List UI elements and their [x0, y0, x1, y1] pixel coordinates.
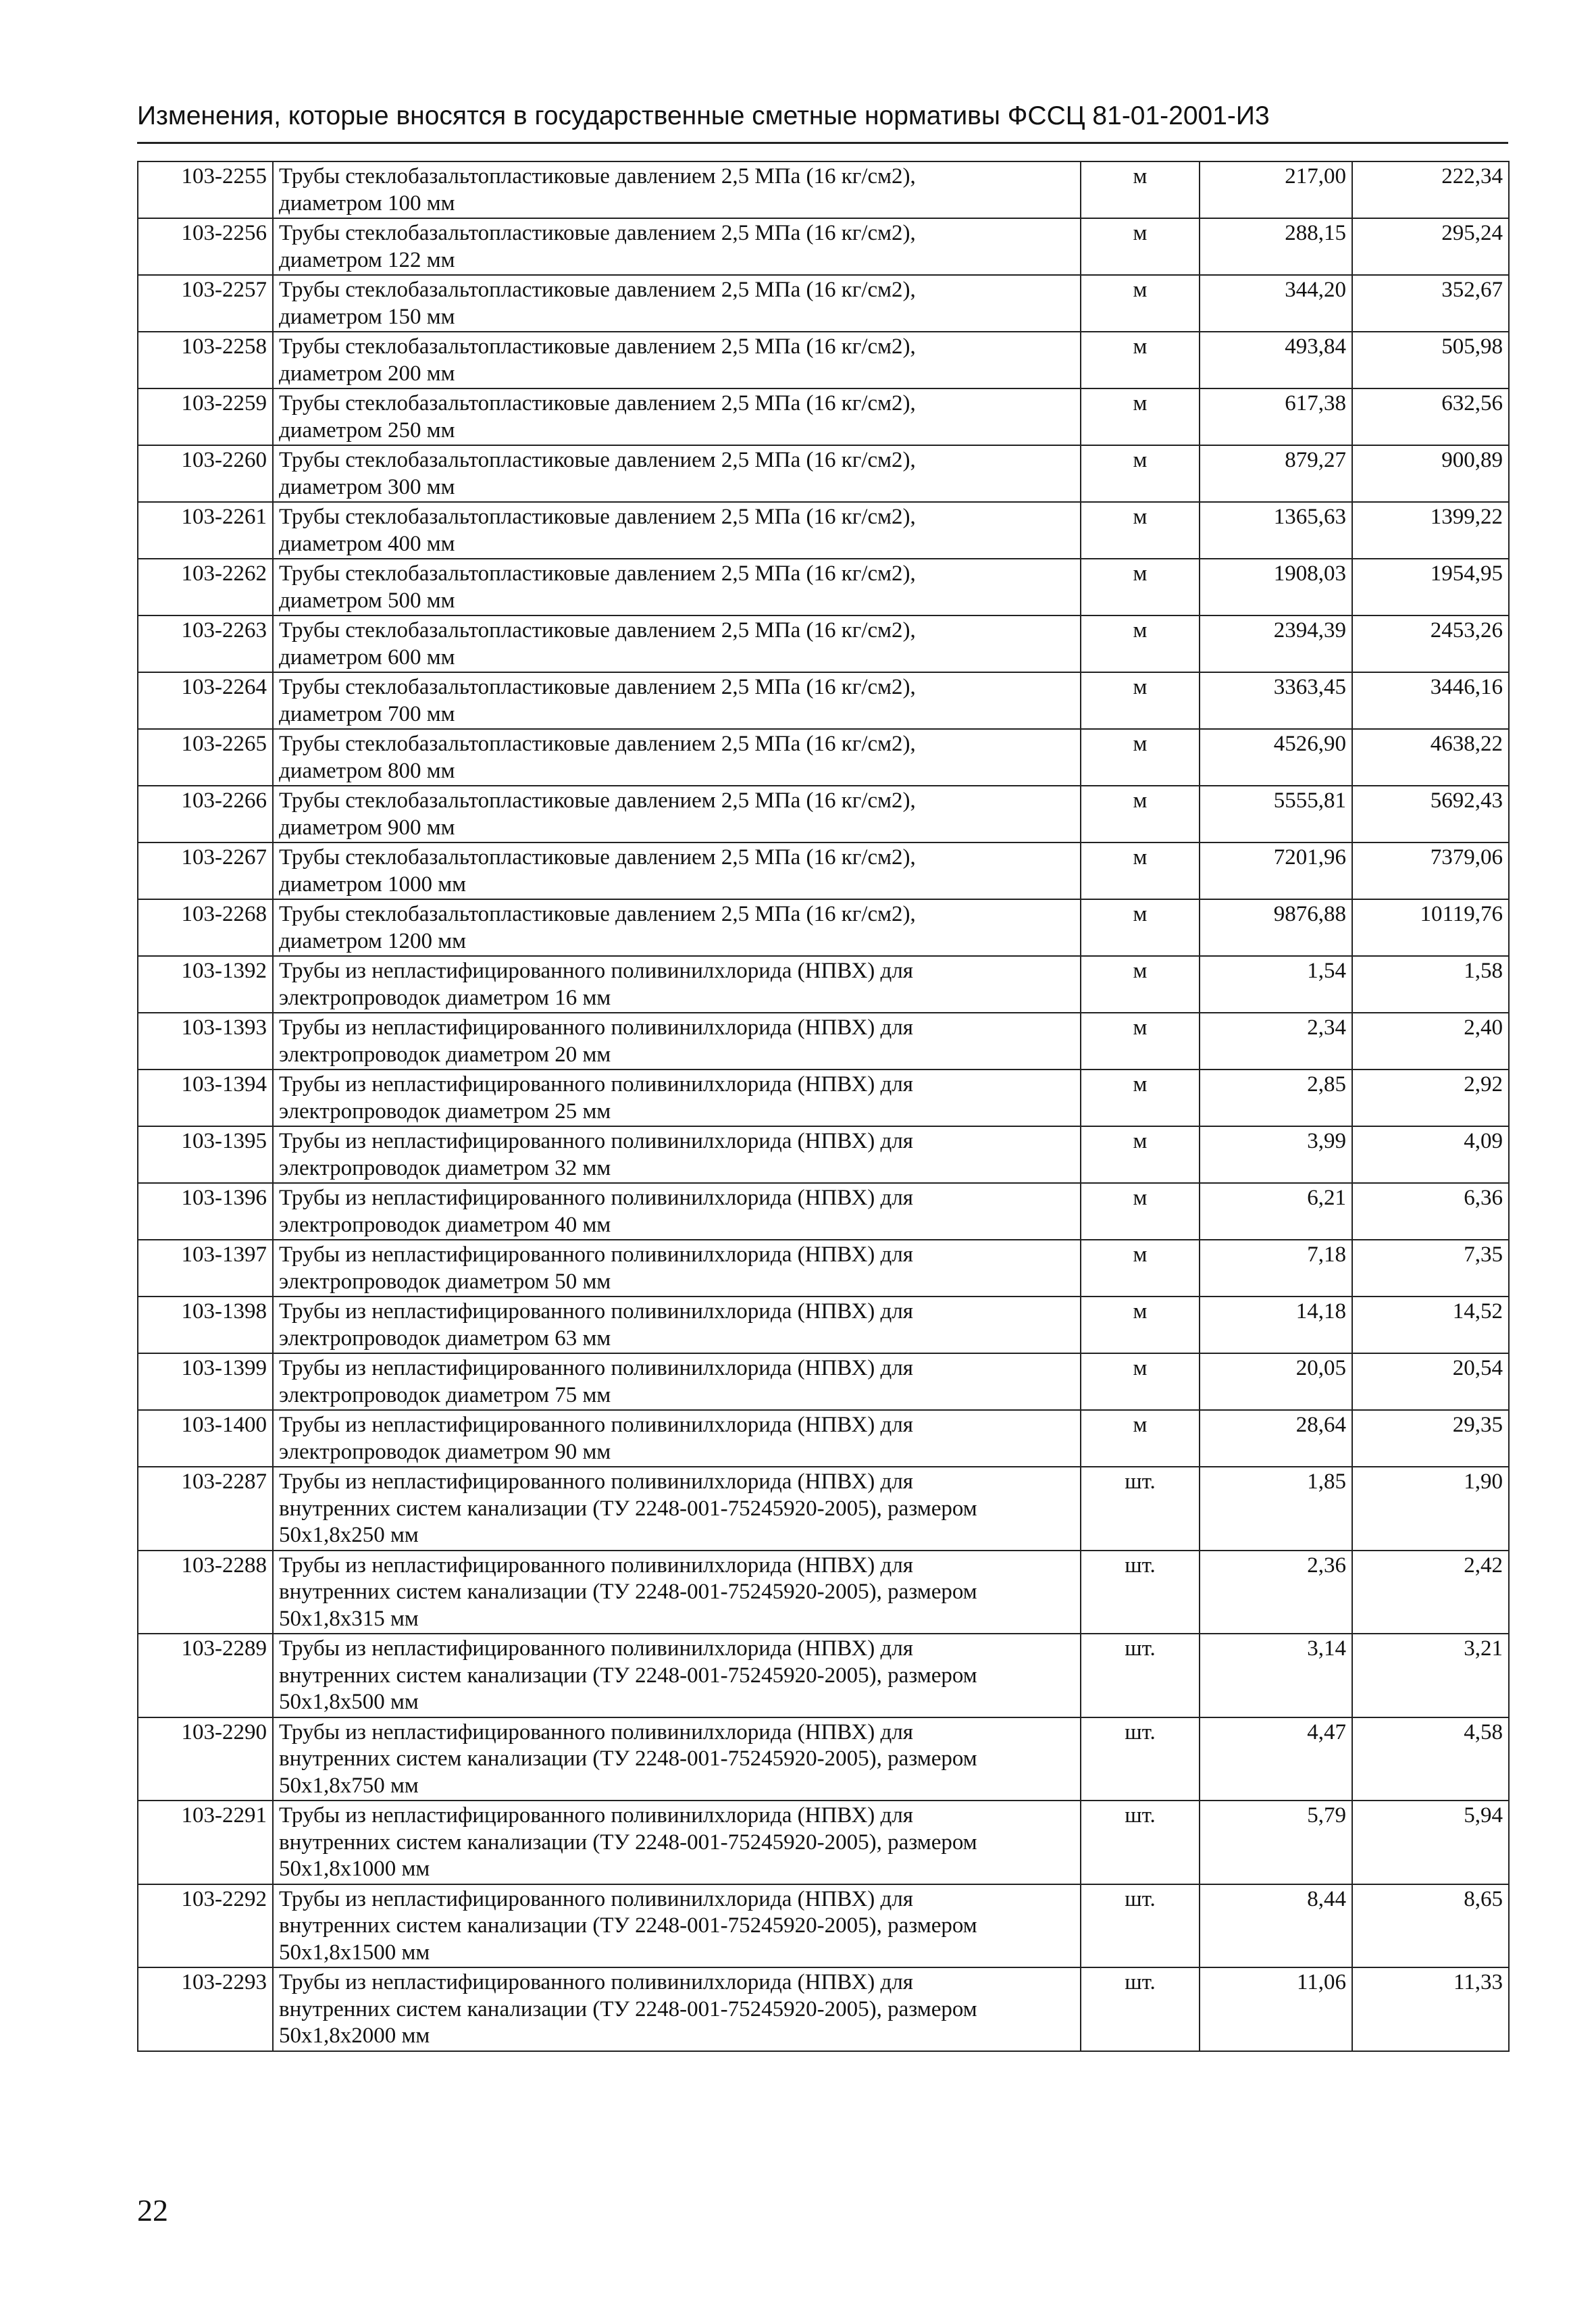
price-cell-2: 2453,26: [1352, 615, 1509, 672]
table-row: [138, 275, 1509, 332]
item-description-cell: [273, 1240, 1081, 1297]
item-code-cell: 103-2267: [138, 842, 273, 899]
description-line: Трубы из непластифицированного поливинилхлорида (НПВХ) для: [279, 1072, 913, 1097]
item-description-cell: [273, 1353, 1081, 1410]
item-description-cell: [273, 1467, 1081, 1551]
description-line: внутренних систем канализации (ТУ 2248-001-75245920-2005), размером: [279, 1580, 977, 1604]
item-description-cell: [273, 1967, 1081, 2051]
price-cell-2: 20,54: [1352, 1353, 1509, 1410]
item-code-cell: 103-1395: [138, 1126, 273, 1183]
description-line: диаметром 300 мм: [279, 474, 455, 499]
item-description-cell: [273, 1070, 1081, 1126]
price-cell-2: 1,58: [1352, 956, 1509, 1013]
item-code-cell: 103-1400: [138, 1410, 273, 1467]
item-description-cell: [273, 275, 1081, 332]
item-description-cell: [273, 1410, 1081, 1467]
description-line: внутренних систем канализации (ТУ 2248-001-75245920-2005), размером: [279, 1913, 977, 1938]
unit-cell: шт.: [1081, 1467, 1200, 1551]
item-code-cell: 103-2264: [138, 672, 273, 729]
unit-cell: м: [1081, 1240, 1200, 1297]
description-line: 50x1,8x315 мм: [279, 1606, 419, 1631]
price-cell-2: 900,89: [1352, 445, 1509, 502]
price-cell-2: 4,58: [1352, 1717, 1509, 1801]
description-line: электропроводок диаметром 25 мм: [279, 1099, 611, 1124]
price-cell-1: 2,34: [1200, 1013, 1352, 1070]
item-code-cell: 103-2260: [138, 445, 273, 502]
unit-cell: шт.: [1081, 1884, 1200, 1968]
item-code-cell: 103-2293: [138, 1967, 273, 2051]
description-line: электропроводок диаметром 20 мм: [279, 1042, 611, 1067]
description-line: Трубы стеклобазальтопластиковые давлением 2,5 МПа (16 кг/см2),: [279, 618, 916, 643]
description-line: диаметром 900 мм: [279, 815, 455, 840]
table-row: [138, 559, 1509, 615]
description-line: электропроводок диаметром 32 мм: [279, 1155, 611, 1180]
table-row: [138, 1801, 1509, 1884]
description-line: Трубы из непластифицированного поливинилхлорида (НПВХ) для: [279, 1186, 913, 1210]
item-description-cell: [273, 218, 1081, 275]
item-description-cell: [273, 786, 1081, 842]
description-line: диаметром 200 мм: [279, 361, 455, 386]
description-line: Трубы стеклобазальтопластиковые давлением 2,5 МПа (16 кг/см2),: [279, 902, 916, 926]
item-description-cell: [273, 729, 1081, 786]
price-cell-1: 1908,03: [1200, 559, 1352, 615]
unit-cell: м: [1081, 218, 1200, 275]
unit-cell: м: [1081, 1126, 1200, 1183]
item-code-cell: 103-1397: [138, 1240, 273, 1297]
item-description-cell: [273, 672, 1081, 729]
unit-cell: шт.: [1081, 1634, 1200, 1717]
description-line: Трубы из непластифицированного поливинилхлорида (НПВХ) для: [279, 1242, 913, 1267]
description-line: диаметром 100 мм: [279, 191, 455, 216]
price-cell-2: 4,09: [1352, 1126, 1509, 1183]
description-line: диаметром 1000 мм: [279, 872, 466, 897]
price-cell-2: 4638,22: [1352, 729, 1509, 786]
price-cell-1: 14,18: [1200, 1297, 1352, 1353]
description-line: Трубы стеклобазальтопластиковые давлением 2,5 МПа (16 кг/см2),: [279, 221, 916, 245]
table-row: [138, 956, 1509, 1013]
unit-cell: шт.: [1081, 1717, 1200, 1801]
description-line: электропроводок диаметром 90 мм: [279, 1439, 611, 1464]
table-row: [138, 445, 1509, 502]
item-description-cell: [273, 1297, 1081, 1353]
item-description-cell: [273, 1801, 1081, 1884]
description-line: Трубы стеклобазальтопластиковые давлением 2,5 МПа (16 кг/см2),: [279, 278, 916, 302]
item-description-cell: [273, 502, 1081, 559]
item-description-cell: [273, 1551, 1081, 1634]
price-table: [137, 161, 1510, 2052]
page-header-title: Изменения, которые вносятся в государственные сметные нормативы ФССЦ 81-01-2001-И3: [137, 101, 1270, 130]
price-cell-2: 14,52: [1352, 1297, 1509, 1353]
unit-cell: шт.: [1081, 1967, 1200, 2051]
item-code-cell: 103-2259: [138, 388, 273, 445]
description-line: диаметром 122 мм: [279, 247, 455, 272]
item-code-cell: 103-2263: [138, 615, 273, 672]
table-row: [138, 672, 1509, 729]
table-row: [138, 1967, 1509, 2051]
item-description-cell: [273, 1126, 1081, 1183]
description-line: электропроводок диаметром 63 мм: [279, 1326, 611, 1351]
description-line: Трубы из непластифицированного поливинилхлорида (НПВХ) для: [279, 1970, 913, 1994]
price-cell-1: 879,27: [1200, 445, 1352, 502]
description-line: диаметром 150 мм: [279, 304, 455, 329]
description-line: Трубы из непластифицированного поливинилхлорида (НПВХ) для: [279, 1356, 913, 1380]
price-cell-2: 352,67: [1352, 275, 1509, 332]
table-row: [138, 1126, 1509, 1183]
item-code-cell: 103-1393: [138, 1013, 273, 1070]
item-code-cell: 103-2291: [138, 1801, 273, 1884]
unit-cell: м: [1081, 332, 1200, 388]
item-code-cell: 103-2262: [138, 559, 273, 615]
price-cell-2: 5,94: [1352, 1801, 1509, 1884]
unit-cell: м: [1081, 1410, 1200, 1467]
unit-cell: м: [1081, 1297, 1200, 1353]
price-cell-1: 3363,45: [1200, 672, 1352, 729]
table-row: [138, 1717, 1509, 1801]
description-line: внутренних систем канализации (ТУ 2248-001-75245920-2005), размером: [279, 1663, 977, 1688]
item-description-cell: [273, 161, 1081, 218]
unit-cell: м: [1081, 502, 1200, 559]
price-cell-1: 6,21: [1200, 1183, 1352, 1240]
table-row: [138, 1410, 1509, 1467]
price-cell-2: 1,90: [1352, 1467, 1509, 1551]
table-row: [138, 1070, 1509, 1126]
item-code-cell: 103-2268: [138, 899, 273, 956]
price-cell-1: 4,47: [1200, 1717, 1352, 1801]
description-line: внутренних систем канализации (ТУ 2248-001-75245920-2005), размером: [279, 1496, 977, 1521]
description-line: внутренних систем канализации (ТУ 2248-001-75245920-2005), размером: [279, 1830, 977, 1855]
description-line: Трубы из непластифицированного поливинилхлорида (НПВХ) для: [279, 1803, 913, 1828]
header-divider: [137, 142, 1508, 144]
price-cell-1: 1,85: [1200, 1467, 1352, 1551]
item-description-cell: [273, 842, 1081, 899]
description-line: Трубы из непластифицированного поливинилхлорида (НПВХ) для: [279, 1015, 913, 1040]
table-row: [138, 502, 1509, 559]
unit-cell: м: [1081, 842, 1200, 899]
description-line: электропроводок диаметром 50 мм: [279, 1269, 611, 1294]
table-row: [138, 1353, 1509, 1410]
item-description-cell: [273, 615, 1081, 672]
item-code-cell: 103-2261: [138, 502, 273, 559]
price-cell-2: 10119,76: [1352, 899, 1509, 956]
table-row: [138, 161, 1509, 218]
description-line: Трубы из непластифицированного поливинилхлорида (НПВХ) для: [279, 1886, 913, 1911]
description-line: Трубы из непластифицированного поливинилхлорида (НПВХ) для: [279, 1129, 913, 1153]
price-cell-1: 9876,88: [1200, 899, 1352, 956]
unit-cell: шт.: [1081, 1551, 1200, 1634]
unit-cell: м: [1081, 388, 1200, 445]
description-line: Трубы из непластифицированного поливинилхлорида (НПВХ) для: [279, 1636, 913, 1661]
item-code-cell: 103-2292: [138, 1884, 273, 1968]
price-cell-1: 4526,90: [1200, 729, 1352, 786]
table-row: [138, 1884, 1509, 1968]
item-description-cell: [273, 445, 1081, 502]
description-line: внутренних систем канализации (ТУ 2248-001-75245920-2005), размером: [279, 1996, 977, 2021]
item-code-cell: 103-1392: [138, 956, 273, 1013]
price-cell-2: 3446,16: [1352, 672, 1509, 729]
unit-cell: м: [1081, 1353, 1200, 1410]
unit-cell: м: [1081, 786, 1200, 842]
table-row: [138, 786, 1509, 842]
price-cell-1: 7201,96: [1200, 842, 1352, 899]
table-row: [138, 388, 1509, 445]
price-cell-1: 288,15: [1200, 218, 1352, 275]
item-description-cell: [273, 1634, 1081, 1717]
price-cell-2: 11,33: [1352, 1967, 1509, 2051]
price-cell-1: 3,14: [1200, 1634, 1352, 1717]
description-line: диаметром 400 мм: [279, 531, 455, 556]
item-description-cell: [273, 1183, 1081, 1240]
table-row: [138, 218, 1509, 275]
description-line: Трубы стеклобазальтопластиковые давлением 2,5 МПа (16 кг/см2),: [279, 505, 916, 529]
price-cell-1: 2394,39: [1200, 615, 1352, 672]
description-line: Трубы стеклобазальтопластиковые давлением 2,5 МПа (16 кг/см2),: [279, 561, 916, 586]
item-code-cell: 103-2266: [138, 786, 273, 842]
unit-cell: м: [1081, 275, 1200, 332]
description-line: Трубы из непластифицированного поливинилхлорида (НПВХ) для: [279, 1413, 913, 1437]
table-row: [138, 332, 1509, 388]
price-cell-2: 2,92: [1352, 1070, 1509, 1126]
unit-cell: м: [1081, 1013, 1200, 1070]
price-cell-1: 5,79: [1200, 1801, 1352, 1884]
price-cell-1: 344,20: [1200, 275, 1352, 332]
description-line: Трубы стеклобазальтопластиковые давлением 2,5 МПа (16 кг/см2),: [279, 164, 916, 188]
item-description-cell: [273, 899, 1081, 956]
item-description-cell: [273, 956, 1081, 1013]
description-line: диаметром 600 мм: [279, 645, 455, 670]
table-row: [138, 842, 1509, 899]
price-cell-2: 222,34: [1352, 161, 1509, 218]
table-row: [138, 1183, 1509, 1240]
item-code-cell: 103-2255: [138, 161, 273, 218]
item-code-cell: 103-2265: [138, 729, 273, 786]
unit-cell: м: [1081, 1183, 1200, 1240]
description-line: Трубы стеклобазальтопластиковые давлением 2,5 МПа (16 кг/см2),: [279, 732, 916, 756]
item-description-cell: [273, 1717, 1081, 1801]
description-line: Трубы стеклобазальтопластиковые давлением 2,5 МПа (16 кг/см2),: [279, 845, 916, 870]
description-line: Трубы стеклобазальтопластиковые давлением 2,5 МПа (16 кг/см2),: [279, 391, 916, 416]
price-cell-1: 2,36: [1200, 1551, 1352, 1634]
unit-cell: м: [1081, 672, 1200, 729]
price-cell-1: 2,85: [1200, 1070, 1352, 1126]
table-row: [138, 1467, 1509, 1551]
price-cell-2: 3,21: [1352, 1634, 1509, 1717]
description-line: Трубы из непластифицированного поливинилхлорида (НПВХ) для: [279, 1299, 913, 1324]
item-code-cell: 103-2290: [138, 1717, 273, 1801]
description-line: Трубы из непластифицированного поливинилхлорида (НПВХ) для: [279, 959, 913, 983]
item-code-cell: 103-1394: [138, 1070, 273, 1126]
price-cell-2: 29,35: [1352, 1410, 1509, 1467]
item-code-cell: 103-2258: [138, 332, 273, 388]
item-code-cell: 103-2289: [138, 1634, 273, 1717]
unit-cell: шт.: [1081, 1801, 1200, 1884]
price-cell-1: 7,18: [1200, 1240, 1352, 1297]
price-cell-2: 505,98: [1352, 332, 1509, 388]
price-cell-1: 28,64: [1200, 1410, 1352, 1467]
price-cell-2: 8,65: [1352, 1884, 1509, 1968]
table-row: [138, 615, 1509, 672]
price-cell-1: 617,38: [1200, 388, 1352, 445]
item-code-cell: 103-1396: [138, 1183, 273, 1240]
price-cell-2: 7,35: [1352, 1240, 1509, 1297]
description-line: электропроводок диаметром 75 мм: [279, 1382, 611, 1407]
price-cell-2: 295,24: [1352, 218, 1509, 275]
description-line: Трубы из непластифицированного поливинилхлорида (НПВХ) для: [279, 1553, 913, 1578]
description-line: 50x1,8x750 мм: [279, 1773, 419, 1798]
description-line: диаметром 700 мм: [279, 701, 455, 726]
description-line: Трубы из непластифицированного поливинилхлорида (НПВХ) для: [279, 1469, 913, 1494]
description-line: диаметром 500 мм: [279, 588, 455, 613]
price-cell-1: 3,99: [1200, 1126, 1352, 1183]
price-cell-2: 632,56: [1352, 388, 1509, 445]
price-cell-1: 493,84: [1200, 332, 1352, 388]
description-line: внутренних систем канализации (ТУ 2248-001-75245920-2005), размером: [279, 1746, 977, 1771]
price-table-body: [138, 161, 1509, 2051]
unit-cell: м: [1081, 161, 1200, 218]
table-row: [138, 899, 1509, 956]
description-line: Трубы стеклобазальтопластиковые давлением 2,5 МПа (16 кг/см2),: [279, 788, 916, 813]
description-line: диаметром 250 мм: [279, 418, 455, 443]
unit-cell: м: [1081, 445, 1200, 502]
description-line: электропроводок диаметром 40 мм: [279, 1212, 611, 1237]
description-line: 50x1,8x250 мм: [279, 1523, 419, 1547]
description-line: диаметром 1200 мм: [279, 928, 466, 953]
description-line: диаметром 800 мм: [279, 758, 455, 783]
price-cell-2: 2,42: [1352, 1551, 1509, 1634]
table-row: [138, 1240, 1509, 1297]
item-description-cell: [273, 1884, 1081, 1968]
description-line: 50x1,8x500 мм: [279, 1690, 419, 1714]
price-cell-1: 217,00: [1200, 161, 1352, 218]
unit-cell: м: [1081, 615, 1200, 672]
table-row: [138, 1551, 1509, 1634]
price-cell-2: 5692,43: [1352, 786, 1509, 842]
price-cell-1: 5555,81: [1200, 786, 1352, 842]
item-code-cell: 103-1398: [138, 1297, 273, 1353]
unit-cell: м: [1081, 729, 1200, 786]
price-cell-1: 1365,63: [1200, 502, 1352, 559]
description-line: 50x1,8x1500 мм: [279, 1940, 430, 1965]
unit-cell: м: [1081, 956, 1200, 1013]
table-row: [138, 1297, 1509, 1353]
description-line: Трубы стеклобазальтопластиковые давлением 2,5 МПа (16 кг/см2),: [279, 448, 916, 472]
description-line: 50x1,8x1000 мм: [279, 1857, 430, 1881]
page-number: 22: [137, 2193, 168, 2228]
price-cell-2: 7379,06: [1352, 842, 1509, 899]
item-code-cell: 103-2257: [138, 275, 273, 332]
price-cell-2: 6,36: [1352, 1183, 1509, 1240]
item-code-cell: 103-2288: [138, 1551, 273, 1634]
unit-cell: м: [1081, 1070, 1200, 1126]
description-line: Трубы из непластифицированного поливинилхлорида (НПВХ) для: [279, 1719, 913, 1744]
item-code-cell: 103-1399: [138, 1353, 273, 1410]
price-cell-1: 1,54: [1200, 956, 1352, 1013]
description-line: Трубы стеклобазальтопластиковые давлением 2,5 МПа (16 кг/см2),: [279, 675, 916, 699]
description-line: электропроводок диаметром 16 мм: [279, 985, 611, 1010]
price-cell-2: 1399,22: [1352, 502, 1509, 559]
price-cell-1: 11,06: [1200, 1967, 1352, 2051]
price-cell-1: 20,05: [1200, 1353, 1352, 1410]
item-code-cell: 103-2256: [138, 218, 273, 275]
table-row: [138, 1013, 1509, 1070]
description-line: 50x1,8x2000 мм: [279, 2023, 430, 2048]
item-code-cell: 103-2287: [138, 1467, 273, 1551]
unit-cell: м: [1081, 899, 1200, 956]
price-cell-2: 2,40: [1352, 1013, 1509, 1070]
table-row: [138, 1634, 1509, 1717]
item-description-cell: [273, 332, 1081, 388]
price-cell-2: 1954,95: [1352, 559, 1509, 615]
description-line: Трубы стеклобазальтопластиковые давлением 2,5 МПа (16 кг/см2),: [279, 334, 916, 359]
unit-cell: м: [1081, 559, 1200, 615]
price-cell-1: 8,44: [1200, 1884, 1352, 1968]
item-description-cell: [273, 559, 1081, 615]
table-row: [138, 729, 1509, 786]
item-description-cell: [273, 388, 1081, 445]
item-description-cell: [273, 1013, 1081, 1070]
